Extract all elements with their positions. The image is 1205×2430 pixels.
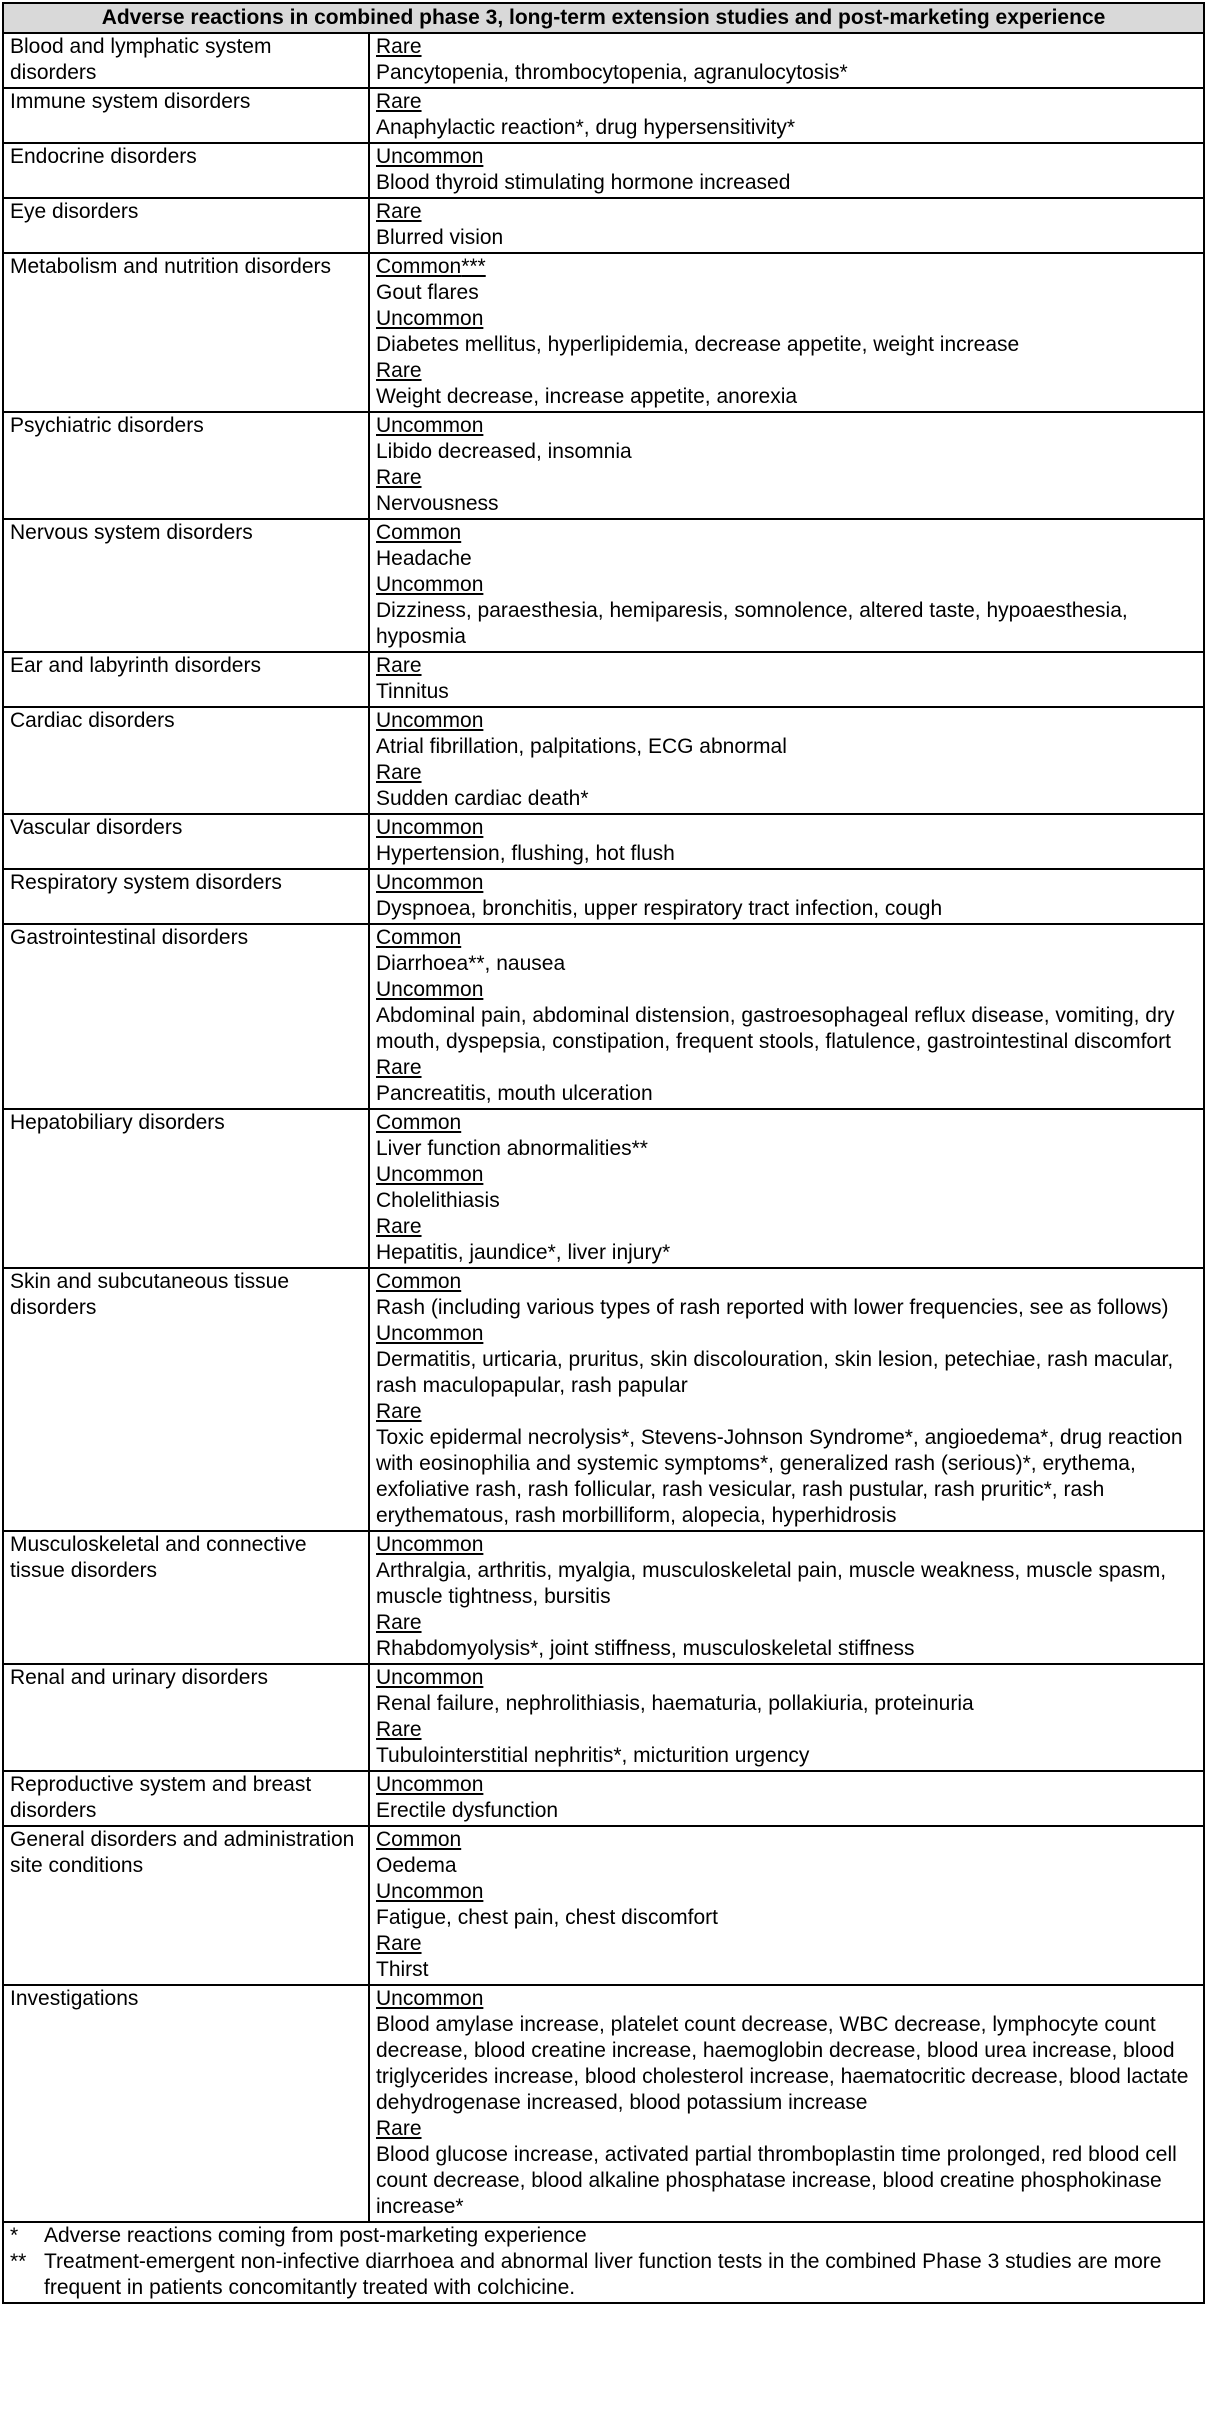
frequency-heading xyxy=(376,1321,1197,1347)
frequency-label: Uncommon xyxy=(376,1880,484,1903)
reaction-terms: Abdominal pain, abdominal distension, gastroesophageal reflux disease, vomiting, dry mouth, dyspepsia, constipation, frequent stools, flatulence, gastrointestinal discomfort xyxy=(376,1004,1175,1053)
adverse-reactions-cell xyxy=(369,1664,1204,1771)
frequency-label: Rare xyxy=(376,654,422,677)
footnotes-row xyxy=(3,2222,1204,2303)
frequency-heading xyxy=(376,144,1197,170)
table-row xyxy=(3,1985,1204,2222)
frequency-label: Uncommon xyxy=(376,1666,484,1689)
system-organ-class-cell: General disorders and administration site conditions xyxy=(3,1826,369,1985)
footnote xyxy=(10,2249,1197,2301)
table-row xyxy=(3,869,1204,924)
frequency-heading xyxy=(376,815,1197,841)
frequency-heading xyxy=(376,1162,1197,1188)
adverse-reactions-cell xyxy=(369,1771,1204,1826)
reaction-terms: Atrial fibrillation, palpitations, ECG abnormal xyxy=(376,735,787,758)
frequency-label: Rare xyxy=(376,200,422,223)
adverse-reactions-cell xyxy=(369,1268,1204,1531)
adverse-reactions-cell xyxy=(369,814,1204,869)
footnote-mark: ** xyxy=(10,2250,27,2273)
frequency-heading xyxy=(376,1532,1197,1558)
frequency-label: Uncommon xyxy=(376,307,484,330)
frequency-label: Uncommon xyxy=(376,414,484,437)
system-organ-class-cell: Investigations xyxy=(3,1985,369,2222)
adverse-reactions-cell xyxy=(369,253,1204,412)
system-organ-class-cell: Renal and urinary disorders xyxy=(3,1664,369,1771)
system-organ-class-cell: Respiratory system disorders xyxy=(3,869,369,924)
frequency-heading xyxy=(376,708,1197,734)
frequency-heading xyxy=(376,34,1197,60)
adverse-reactions-cell xyxy=(369,198,1204,253)
adverse-reactions-cell xyxy=(369,33,1204,88)
frequency-heading xyxy=(376,465,1197,491)
reaction-terms: Headache xyxy=(376,547,472,570)
frequency-heading xyxy=(376,1610,1197,1636)
frequency-label: Uncommon xyxy=(376,1163,484,1186)
frequency-label: Rare xyxy=(376,1400,422,1423)
system-organ-class-cell: Reproductive system and breast disorders xyxy=(3,1771,369,1826)
system-organ-class-cell: Hepatobiliary disorders xyxy=(3,1109,369,1268)
frequency-heading xyxy=(376,89,1197,115)
system-organ-class-cell: Vascular disorders xyxy=(3,814,369,869)
reaction-terms: Blood glucose increase, activated partial thromboplastin time prolonged, red blood cell count decrease, blood alkaline phosphatase increase, blood creatine phosphokinase increase* xyxy=(376,2143,1177,2218)
frequency-heading xyxy=(376,925,1197,951)
frequency-label: Common xyxy=(376,1270,462,1293)
table-row xyxy=(3,1531,1204,1664)
frequency-heading xyxy=(376,1214,1197,1240)
adverse-reactions-cell xyxy=(369,707,1204,814)
reaction-terms: Gout flares xyxy=(376,281,479,304)
frequency-label: Uncommon xyxy=(376,816,484,839)
adverse-reactions-cell xyxy=(369,1109,1204,1268)
reaction-terms: Thirst xyxy=(376,1958,429,1981)
reaction-terms: Blood amylase increase, platelet count decrease, WBC decrease, lymphocyte count decrease, blood creatine increase, haemoglobin decrease, blood urea increase, blood triglycerides increase, blood cholesterol increase, haematocritic decrease, blood lactate dehydrogenase increased, blood potassium increase xyxy=(376,2013,1189,2114)
table-row xyxy=(3,1826,1204,1985)
table-row xyxy=(3,924,1204,1109)
frequency-label: Uncommon xyxy=(376,145,484,168)
system-organ-class-cell: Eye disorders xyxy=(3,198,369,253)
footnote-text: Adverse reactions coming from post-marketing experience xyxy=(44,2224,587,2247)
frequency-label: Common xyxy=(376,255,462,278)
table-row xyxy=(3,1268,1204,1531)
system-organ-class-cell: Ear and labyrinth disorders xyxy=(3,652,369,707)
frequency-label: Uncommon xyxy=(376,871,484,894)
reaction-terms: Anaphylactic reaction*, drug hypersensitivity* xyxy=(376,116,796,139)
adverse-reactions-cell xyxy=(369,924,1204,1109)
frequency-heading xyxy=(376,1827,1197,1853)
table-row xyxy=(3,143,1204,198)
system-organ-class-cell: Psychiatric disorders xyxy=(3,412,369,519)
adverse-reactions-cell xyxy=(369,869,1204,924)
frequency-label: Uncommon xyxy=(376,1987,484,2010)
footnote-mark: * xyxy=(10,2224,19,2247)
frequency-heading xyxy=(376,254,1197,280)
table-row xyxy=(3,519,1204,652)
reaction-terms: Dyspnoea, bronchitis, upper respiratory tract infection, cough xyxy=(376,897,943,920)
document-page xyxy=(2,2,1203,2304)
system-organ-class-cell: Skin and subcutaneous tissue disorders xyxy=(3,1268,369,1531)
table-row xyxy=(3,814,1204,869)
reaction-terms: Blood thyroid stimulating hormone increased xyxy=(376,171,791,194)
system-organ-class-cell: Blood and lymphatic system disorders xyxy=(3,33,369,88)
reaction-terms: Tubulointerstitial nephritis*, micturition urgency xyxy=(376,1744,810,1767)
frequency-heading xyxy=(376,1879,1197,1905)
frequency-heading xyxy=(376,1665,1197,1691)
adverse-reactions-cell xyxy=(369,412,1204,519)
reaction-terms: Arthralgia, arthritis, myalgia, musculoskeletal pain, muscle weakness, muscle spasm, muscle tightness, bursitis xyxy=(376,1559,1167,1608)
reaction-terms: Weight decrease, increase appetite, anorexia xyxy=(376,385,798,408)
reaction-terms: Rash (including various types of rash reported with lower frequencies, see as follows) xyxy=(376,1296,1169,1319)
frequency-heading xyxy=(376,1269,1197,1295)
reaction-terms: Hepatitis, jaundice*, liver injury* xyxy=(376,1241,671,1264)
frequency-label: Rare xyxy=(376,359,422,382)
reaction-terms: Blurred vision xyxy=(376,226,504,249)
reaction-terms: Diabetes mellitus, hyperlipidemia, decrease appetite, weight increase xyxy=(376,333,1020,356)
table-row xyxy=(3,412,1204,519)
reaction-terms: Libido decreased, insomnia xyxy=(376,440,632,463)
adverse-reactions-cell xyxy=(369,1985,1204,2222)
table-body xyxy=(3,33,1204,2222)
frequency-heading xyxy=(376,870,1197,896)
reaction-terms: Liver function abnormalities** xyxy=(376,1137,648,1160)
adverse-reactions-cell xyxy=(369,519,1204,652)
frequency-heading xyxy=(376,306,1197,332)
system-organ-class-cell: Metabolism and nutrition disorders xyxy=(3,253,369,412)
frequency-label: Uncommon xyxy=(376,573,484,596)
footnote xyxy=(10,2223,1197,2249)
frequency-label: Rare xyxy=(376,35,422,58)
table-row xyxy=(3,253,1204,412)
frequency-label: Rare xyxy=(376,90,422,113)
reaction-terms: Sudden cardiac death* xyxy=(376,787,589,810)
frequency-heading xyxy=(376,2116,1197,2142)
reaction-terms: Toxic epidermal necrolysis*, Stevens-Johnson Syndrome*, angioedema*, drug reaction with eosinophilia and systemic symptoms*, generalized rash (serious)*, erythema, exfoliative rash, rash follicular, rash vesicular, rash pustular, rash pruritic*, rash erythematous, rash morbilliform, alopecia, hyperhidrosis xyxy=(376,1426,1183,1527)
frequency-heading xyxy=(376,1931,1197,1957)
adverse-reactions-cell xyxy=(369,143,1204,198)
system-organ-class-cell: Cardiac disorders xyxy=(3,707,369,814)
frequency-heading xyxy=(376,358,1197,384)
reaction-terms: Dizziness, paraesthesia, hemiparesis, somnolence, altered taste, hypoaesthesia, hyposmia xyxy=(376,599,1128,648)
table-row xyxy=(3,1664,1204,1771)
table-row xyxy=(3,1771,1204,1826)
frequency-label: Rare xyxy=(376,2117,422,2140)
reaction-terms: Diarrhoea**, nausea xyxy=(376,952,566,975)
table-row xyxy=(3,198,1204,253)
footnote-text: Treatment-emergent non-infective diarrhoea and abnormal liver function tests in the combined Phase 3 studies are more frequent in patients concomitantly treated with colchicine. xyxy=(44,2250,1162,2299)
frequency-label: Common xyxy=(376,1828,462,1851)
table-title: Adverse reactions in combined phase 3, long-term extension studies and post-marketing experience xyxy=(3,3,1204,33)
frequency-heading xyxy=(376,520,1197,546)
frequency-label: Uncommon xyxy=(376,1533,484,1556)
frequency-heading xyxy=(376,1055,1197,1081)
frequency-heading xyxy=(376,199,1197,225)
system-organ-class-cell: Endocrine disorders xyxy=(3,143,369,198)
reaction-terms: Fatigue, chest pain, chest discomfort xyxy=(376,1906,718,1929)
reaction-terms: Erectile dysfunction xyxy=(376,1799,559,1822)
frequency-heading xyxy=(376,1717,1197,1743)
adverse-reactions-cell xyxy=(369,88,1204,143)
frequency-label: Common xyxy=(376,1111,462,1134)
adverse-reactions-table xyxy=(2,2,1205,2304)
reaction-terms: Pancytopenia, thrombocytopenia, agranulocytosis* xyxy=(376,61,848,84)
system-organ-class-cell: Gastrointestinal disorders xyxy=(3,924,369,1109)
frequency-heading xyxy=(376,413,1197,439)
reaction-terms: Rhabdomyolysis*, joint stiffness, musculoskeletal stiffness xyxy=(376,1637,915,1660)
frequency-label: Uncommon xyxy=(376,1322,484,1345)
reaction-terms: Hypertension, flushing, hot flush xyxy=(376,842,675,865)
system-organ-class-cell: Nervous system disorders xyxy=(3,519,369,652)
reaction-terms: Nervousness xyxy=(376,492,499,515)
reaction-terms: Renal failure, nephrolithiasis, haematuria, pollakiuria, proteinuria xyxy=(376,1692,974,1715)
frequency-label: Rare xyxy=(376,466,422,489)
adverse-reactions-cell xyxy=(369,652,1204,707)
frequency-label: Rare xyxy=(376,1215,422,1238)
frequency-label: Uncommon xyxy=(376,978,484,1001)
table-row xyxy=(3,33,1204,88)
frequency-label: Rare xyxy=(376,761,422,784)
frequency-heading xyxy=(376,572,1197,598)
reaction-terms: Pancreatitis, mouth ulceration xyxy=(376,1082,653,1105)
frequency-label: Rare xyxy=(376,1056,422,1079)
reaction-terms: Dermatitis, urticaria, pruritus, skin discolouration, skin lesion, petechiae, rash macular, rash maculopapular, rash papular xyxy=(376,1348,1174,1397)
adverse-reactions-cell xyxy=(369,1826,1204,1985)
footnotes xyxy=(3,2222,1204,2303)
frequency-label: Uncommon xyxy=(376,709,484,732)
reaction-terms: Cholelithiasis xyxy=(376,1189,500,1212)
table-header-row xyxy=(3,3,1204,33)
frequency-heading xyxy=(376,1110,1197,1136)
frequency-label: Common xyxy=(376,521,462,544)
adverse-reactions-cell xyxy=(369,1531,1204,1664)
system-organ-class-cell: Musculoskeletal and connective tissue disorders xyxy=(3,1531,369,1664)
table-row xyxy=(3,707,1204,814)
frequency-footnote-mark: *** xyxy=(461,255,486,278)
system-organ-class-cell: Immune system disorders xyxy=(3,88,369,143)
frequency-heading xyxy=(376,977,1197,1003)
frequency-heading xyxy=(376,760,1197,786)
frequency-heading xyxy=(376,1986,1197,2012)
frequency-label: Rare xyxy=(376,1611,422,1634)
table-row xyxy=(3,652,1204,707)
frequency-heading xyxy=(376,653,1197,679)
table-row xyxy=(3,88,1204,143)
table-row xyxy=(3,1109,1204,1268)
frequency-label: Uncommon xyxy=(376,1773,484,1796)
frequency-label: Common xyxy=(376,926,462,949)
frequency-label: Rare xyxy=(376,1718,422,1741)
frequency-heading xyxy=(376,1399,1197,1425)
frequency-heading xyxy=(376,1772,1197,1798)
reaction-terms: Oedema xyxy=(376,1854,457,1877)
frequency-label: Rare xyxy=(376,1932,422,1955)
reaction-terms: Tinnitus xyxy=(376,680,449,703)
